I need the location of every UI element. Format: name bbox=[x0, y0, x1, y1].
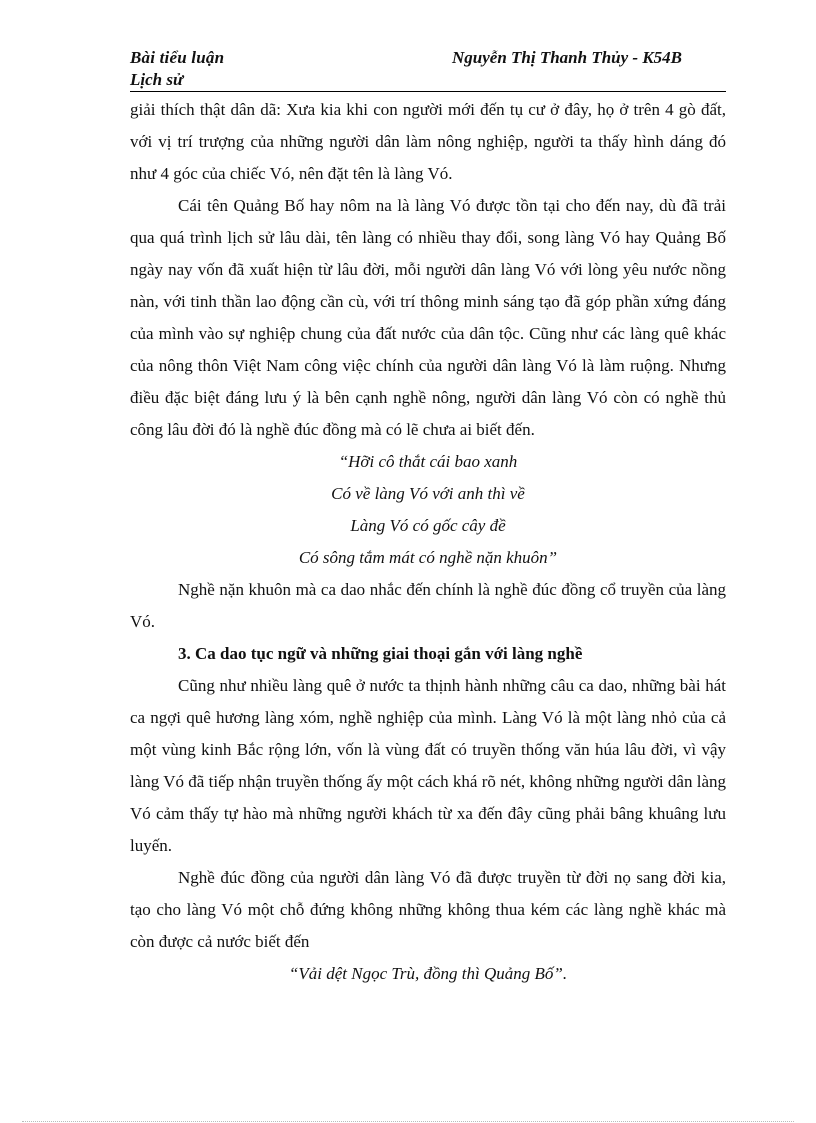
header-subject: Lịch sử bbox=[130, 70, 184, 89]
poem-line-1: “Hỡi cô thắt cái bao xanh bbox=[338, 452, 518, 471]
proverb-quote: “Vải dệt Ngọc Trù, đồng thì Quảng Bố”. bbox=[288, 964, 568, 983]
poem-line-3: Làng Vó có gốc cây đề bbox=[350, 516, 506, 535]
page-header bbox=[130, 48, 730, 100]
paragraph-5: Nghề đúc đồng của người dân làng Vó đã được truyền từ đời nọ sang đời kia, tạo cho làng Vó một chỗ đứng không những không thua kém các làng nghề khác mà còn được cả nước biết đến bbox=[130, 868, 726, 951]
header-author: Nguyễn Thị Thanh Thủy - K54B bbox=[452, 48, 683, 67]
paragraph-2: Cái tên Quảng Bố hay nôm na là làng Vó được tồn tại cho đến nay, dù đã trải qua quá trình lịch sử lâu dài, tên làng có nhiều thay đổi, song làng Vó hay Quảng Bố ngày nay vốn đã xuất hiện từ lâu đời, mỗi người dân làng Vó với lòng yêu nước nồng nàn, với tinh thần lao động cần cù, với trí thông minh sáng tạo đã góp phần xứng đáng của mình vào sự nghiệp chung của đất nước của dân tộc. Cũng như các làng quê khác của nông thôn Việt Nam công việc chính của người dân làng Vó là làm ruộng. Nhưng điều đặc biệt đáng lưu ý là bên cạnh nghề nông, người dân làng Vó còn có nghề thủ công lâu đời đó là nghề đúc đồng mà có lẽ chưa ai biết đến. bbox=[130, 196, 726, 439]
header-document-type: Bài tiểu luận bbox=[130, 48, 225, 67]
paragraph-3: Nghề nặn khuôn mà ca dao nhắc đến chính là nghề đúc đồng cổ truyền của làng Vó. bbox=[130, 580, 726, 631]
page-bottom-border bbox=[22, 1121, 794, 1122]
poem-line-4: Có sông tắm mát có nghề nặn khuôn” bbox=[298, 548, 558, 567]
section-heading: 3. Ca dao tục ngữ và những giai thoại gắn với làng nghề bbox=[178, 644, 583, 663]
document-body bbox=[130, 94, 726, 990]
header-divider bbox=[130, 91, 726, 92]
poem-line-2: Có về làng Vó với anh thì về bbox=[331, 484, 525, 503]
folk-poem bbox=[130, 446, 726, 574]
paragraph-1: giải thích thật dân dã: Xưa kia khi con người mới đến tụ cư ở đây, họ ở trên 4 gò đất, với vị trí trượng của những người dân làm nông nghiệp, người ta thấy hình dáng đó như 4 góc của chiếc Vó, nên đặt tên là làng Vó. bbox=[130, 100, 726, 183]
paragraph-4: Cũng như nhiều làng quê ở nước ta thịnh hành những câu ca dao, những bài hát ca ngợi quê hương làng xóm, nghề nghiệp của mình. Làng Vó là một làng nhỏ của cả một vùng kinh Bắc rộng lớn, vốn là vùng đất có truyền thống văn húa lâu đời, vì vậy làng Vó đã tiếp nhận truyền thống ấy một cách khá rõ nét, không những người dân làng Vó cảm thấy tự hào mà những người khách từ xa đến đây cũng phải bâng khuâng lưu luyến. bbox=[130, 676, 726, 855]
